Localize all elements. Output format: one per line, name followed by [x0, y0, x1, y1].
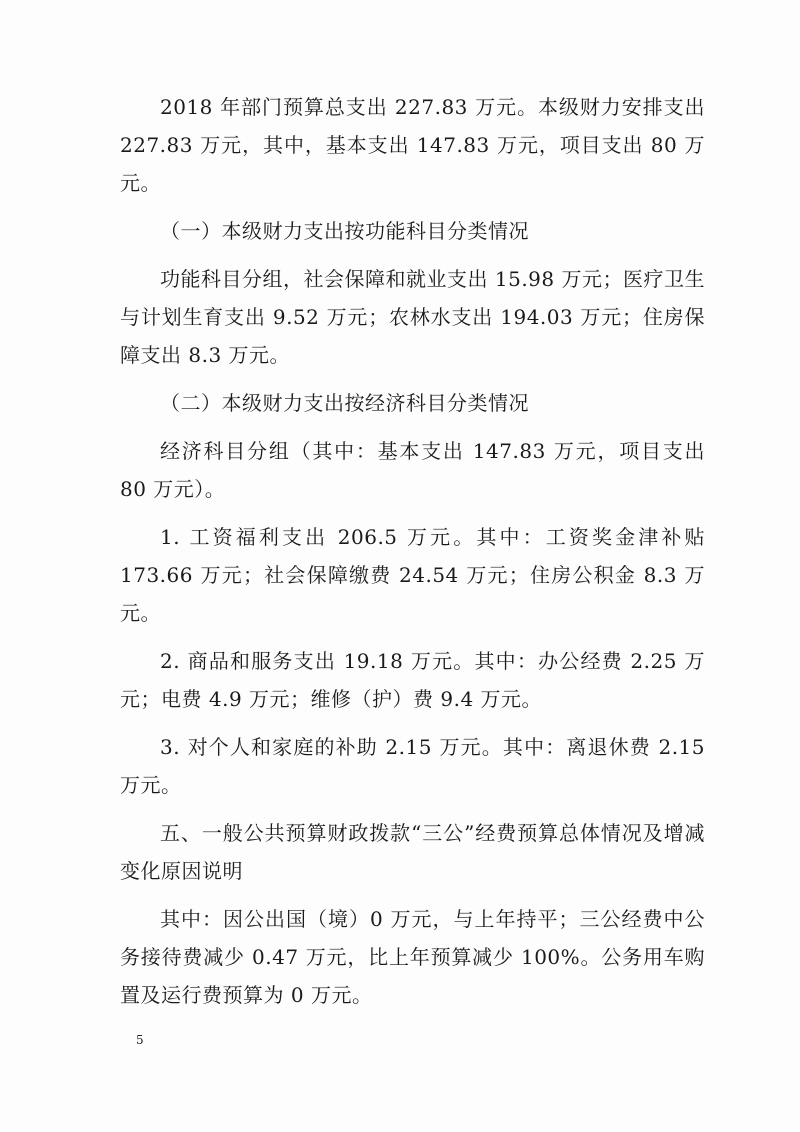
paragraph-personal-subsidy: 3. 对个人和家庭的补助 2.15 万元。其中：离退休费 2.15 万元。	[120, 735, 705, 797]
paragraph-functional-items: 功能科目分组，社会保障和就业支出 15.98 万元；医疗卫生与计划生育支出 9.52 万元；农林水支出 194.03 万元；住房保障支出 8.3 万元。	[120, 267, 705, 367]
paragraph-three-public-details: 其中：因公出国（境）0 万元，与上年持平；三公经费中公务接待费减少 0.47 万元，比上年预算减少 100%。公务用车购置及运行费预算为 0 万元。	[120, 907, 705, 1007]
document-body	[120, 88, 705, 1024]
page-number: 5	[136, 1033, 144, 1047]
paragraph-goods-services: 2. 商品和服务支出 19.18 万元。其中：办公经费 2.25 万元；电费 4.9 万元；维修（护）费 9.4 万元。	[120, 649, 705, 711]
paragraph-budget-total: 2018 年部门预算总支出 227.83 万元。本级财力安排支出 227.83 万元，其中，基本支出 147.83 万元，项目支出 80 万元。	[120, 95, 705, 195]
heading-three-public-expenses: 五、一般公共预算财政拨款“三公”经费预算总体情况及增减变化原因说明	[120, 821, 705, 883]
heading-functional-classification: （一）本级财力支出按功能科目分类情况	[160, 219, 529, 243]
heading-economic-classification: （二）本级财力支出按经济科目分类情况	[160, 391, 529, 415]
paragraph-economic-summary: 经济科目分组（其中：基本支出 147.83 万元，项目支出 80 万元）。	[120, 439, 705, 501]
paragraph-salary-welfare: 1. 工资福利支出 206.5 万元。其中：工资奖金津补贴 173.66 万元；社会保障缴费 24.54 万元；住房公积金 8.3 万元。	[120, 525, 705, 625]
